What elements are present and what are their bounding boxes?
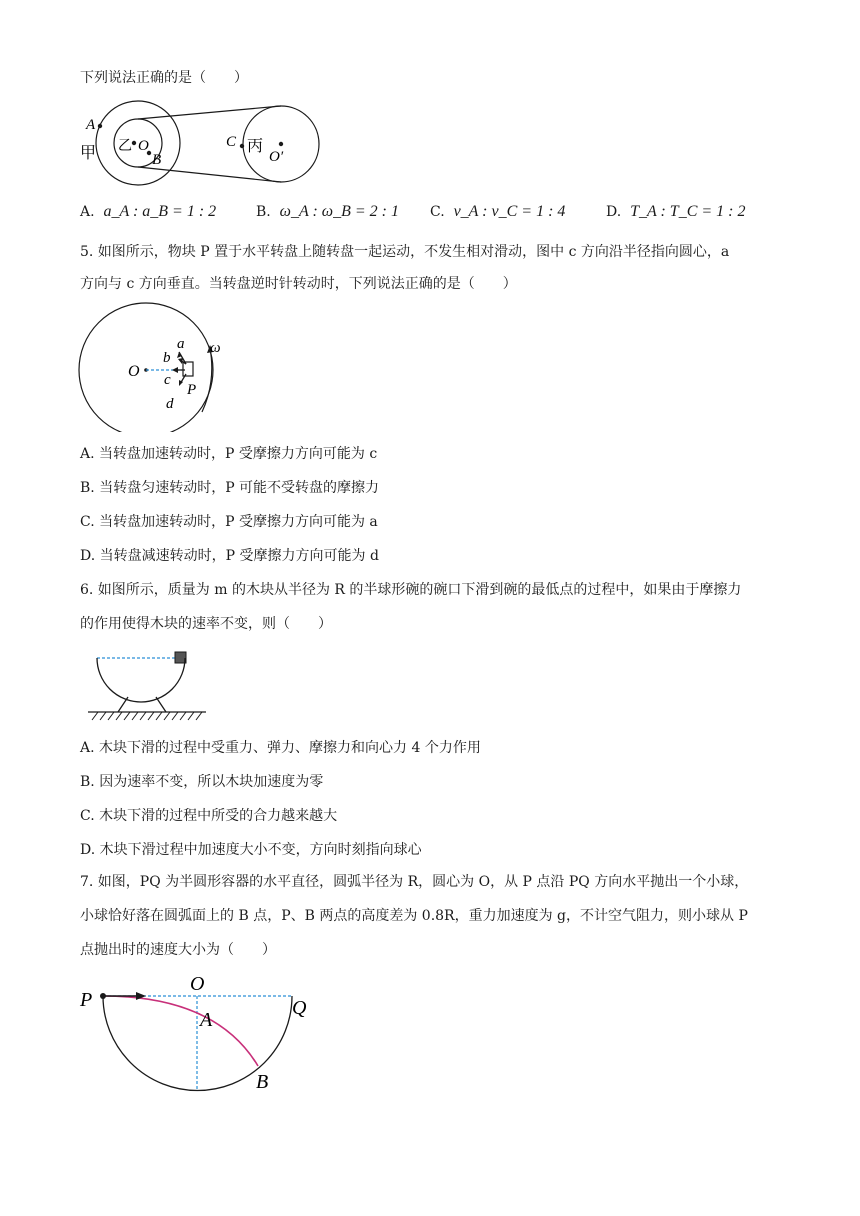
q4-pulley-figure [76,100,326,190]
q4-option-c: C. v_A : v_C = 1 : 4 [430,203,566,220]
label-P: P [80,989,93,1011]
label-b: b [163,350,171,366]
q5-turntable-figure [76,302,246,432]
label-O: O [138,138,149,154]
q5-line-1: 5. 如图所示，物块 P 置于水平转盘上随转盘一起运动，不发生相对滑动，图中 c 方向沿半径指向圆心，a [80,244,730,260]
q6-bowl-figure [84,646,214,724]
label-A: A [200,1009,213,1031]
block-P [183,362,193,376]
label-O: O [190,973,205,995]
label-A: A [86,117,96,133]
q6-option-b: B. 因为速率不变，所以木块加速度为零 [80,774,324,790]
q5-option-c: C. 当转盘加速转动时，P 受摩擦力方向可能为 a [80,514,378,530]
label-a: a [177,336,185,352]
label-c: c [164,372,171,388]
q7-line-2: 小球恰好落在圆弧面上的 B 点，P、B 两点的高度差为 0.8R，重力加速度为 g，不计空气阻力，则小球从 P [80,908,748,924]
q4-option-b: B. ω_A : ω_B = 2 : 1 [256,203,399,220]
label-bing: 丙 [247,138,264,155]
label-jia: 甲 [80,145,97,162]
label-O-prime: O′ [269,149,284,165]
label-C: C [226,134,237,150]
q5-option-a: A. 当转盘加速转动时，P 受摩擦力方向可能为 c [80,446,378,462]
label-B: B [256,1071,269,1093]
q4-stem-tail: 下列说法正确的是（ ） [80,70,248,86]
q7-semicircle-figure [76,970,326,1096]
q6-line-1: 6. 如图所示，质量为 m 的木块从半径为 R 的半球形碗的碗口下滑到碗的最低点的过程中，如果由于摩擦力 [80,582,742,598]
q6-option-c: C. 木块下滑的过程中所受的合力越来越大 [80,808,338,824]
q5-option-d: D. 当转盘减速转动时，P 受摩擦力方向可能为 d [80,548,379,564]
q6-line-2: 的作用使得木块的速率不变，则（ ） [80,616,332,632]
q4-option-a: A. a_A : a_B = 1 : 2 [80,203,217,220]
q6-option-a: A. 木块下滑的过程中受重力、弹力、摩擦力和向心力 4 个力作用 [80,740,481,756]
trajectory [103,996,258,1066]
q5-line-2: 方向与 c 方向垂直。当转盘逆时针转动时，下列说法正确的是（ ） [80,276,517,292]
label-O: O [128,363,140,380]
q5-option-b: B. 当转盘匀速转动时，P 可能不受转盘的摩擦力 [80,480,380,496]
q4-option-d: D. T_A : T_C = 1 : 2 [606,203,746,220]
label-B: B [152,152,162,168]
label-omega: ω [210,340,221,356]
q6-option-d: D. 木块下滑过程中加速度大小不变，方向时刻指向球心 [80,842,422,858]
bowl [97,658,185,702]
label-P: P [187,382,197,398]
label-yi: 乙 [118,139,132,154]
label-d: d [166,396,174,412]
q7-line-1: 7. 如图，PQ 为半圆形容器的水平直径，圆弧半径为 R，圆心为 O，从 P 点沿 PQ 方向水平抛出一个小球， [80,874,749,890]
label-Q: Q [292,997,307,1019]
q7-line-3: 点抛出时的速度大小为（ ） [80,942,276,958]
